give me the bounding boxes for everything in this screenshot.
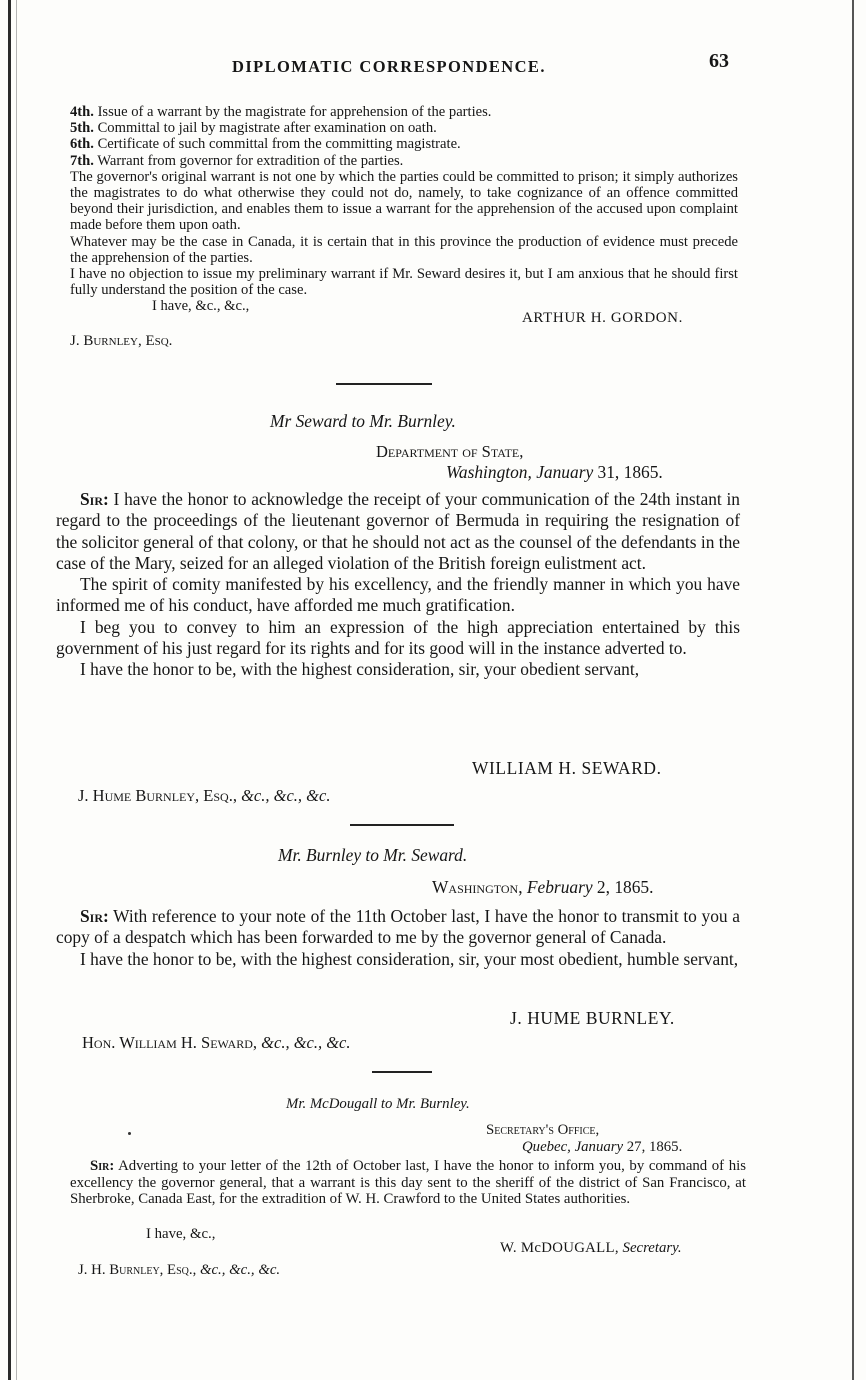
paragraph: I beg you to convey to him an expression of the high appreciation entertained by this government of his just regard for its rights and for its good will in the instance adverted to. [56,616,740,659]
letter-date: Quebec, January 27, 1865. [522,1139,683,1155]
section-divider [350,824,454,826]
list-item: 6th. Certificate of such committal from the committing magistrate. [70,136,461,153]
addressee: J. Burnley, Esq. [70,333,173,350]
letter-body [56,489,740,681]
letter-body [70,1158,746,1208]
list-item: 7th. Warrant from governor for extradition of the parties. [70,152,404,169]
section-divider [372,1071,432,1073]
letter-heading: Mr. McDougall to Mr. Burnley. [286,1096,470,1112]
addressee: Hon. William H. Seward, &c., &c., &c. [82,1033,351,1052]
paragraph: I have no objection to issue my preliminary warrant if Mr. Seward desires it, but I am anxious that he should first fully understand the position of the case. [70,266,738,299]
paragraph: The spirit of comity manifested by his excellency, and the friendly manner in which you have informed me of his conduct, have afforded me much gratification. [56,574,740,616]
signature: W. McDOUGALL, Secretary. [500,1240,682,1256]
letter-date: Washington, January 31, 1865. [446,462,663,482]
salutation: Sir: [80,489,109,509]
page-number: 63 [709,50,729,72]
letter-body [56,906,740,970]
letter-place: Secretary's Office, [486,1122,600,1138]
running-head: DIPLOMATIC CORRESPONDENCE. [232,57,546,76]
closing: I have, &c., &c., [152,298,250,315]
signature: ARTHUR H. GORDON. [522,310,683,327]
letter-heading: Mr Seward to Mr. Burnley. [270,411,456,431]
salutation: Sir: [80,906,109,926]
addressee: J. H. Burnley, Esq., &c., &c., &c. [78,1262,281,1278]
closing: I have, &c., [146,1226,216,1242]
section-divider [336,383,432,385]
salutation: Sir: [90,1158,115,1174]
letter-heading: Mr. Burnley to Mr. Seward. [278,845,468,865]
paragraph: I have the honor to be, with the highest consideration, sir, your most obedient, humble servant, [80,948,739,969]
signature: WILLIAM H. SEWARD. [472,758,662,778]
paragraph: Sir: With reference to your note of the 11th October last, I have the honor to transmit to you a copy of a despatch which has been forwarded to me by the governor general of Canada. [56,906,740,948]
list-item: 5th. Committal to jail by magistrate after examination on oath. [70,120,437,137]
paragraph: I have the honor to be, with the highest consideration, sir, your obedient servant, [80,659,640,680]
print-speck [128,1132,131,1135]
addressee: J. Hume Burnley, Esq., &c., &c., &c. [78,786,331,805]
letter-date: Washington, February 2, 1865. [432,877,654,897]
paragraph: Sir: Adverting to your letter of the 12th of October last, I have the honor to inform you, by command of his excellency the governor general, that a warrant is this day sent to the sheriff of the district of San Francisco, at Sherbroke, Canada East, for the extradition of W. H. Crawford to the United States authorities. [70,1158,746,1208]
previous-letter-tail [70,104,738,350]
list-item: 4th. Issue of a warrant by the magistrate for apprehension of the parties. [70,104,492,120]
paragraph: Whatever may be the case in Canada, it is certain that in this province the production of evidence must precede the apprehension of the parties. [70,233,738,266]
paragraph: Sir: I have the honor to acknowledge the receipt of your communication of the 24th instant in regard to the proceedings of the lieutenant governor of Bermuda in requiring the resignation of the solicitor general of that colony, or that he should not act as the counsel of the defendants in the case of the Mary, seized for an alleged violation of the British foreign eulistment act. [56,489,740,573]
signature: J. HUME BURNLEY. [510,1008,675,1028]
paragraph: The governor's original warrant is not one by which the parties could be committed to prison; it simply authorizes the magistrates to do what otherwise they could not do, namely, to take cognizance of an offence committed beyond their jurisdiction, and enables them to issue a warrant for the apprehension of the accused upon complaint made before them upon oath. [70,168,738,234]
letter-place: Department of State, [376,442,524,461]
